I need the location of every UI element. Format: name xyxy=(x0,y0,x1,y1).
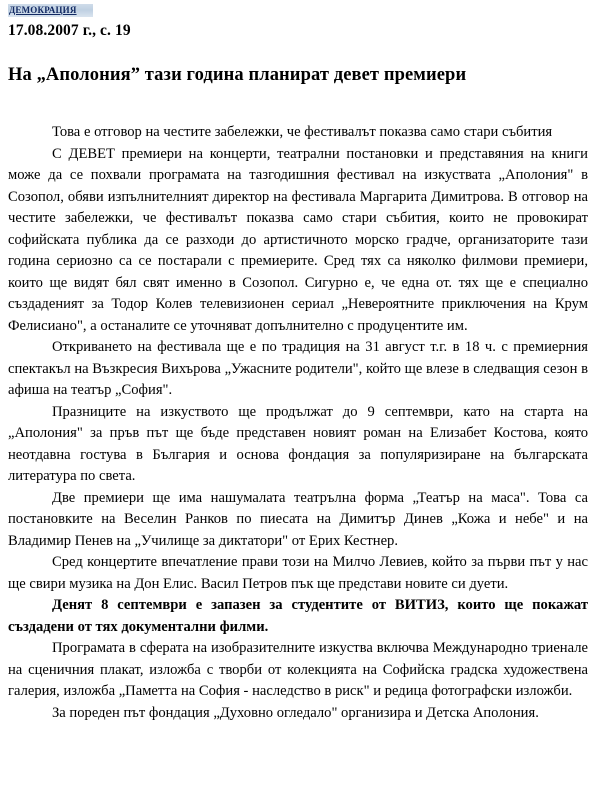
dateline: 17.08.2007 г., с. 19 xyxy=(8,22,131,39)
article-paragraph: Това е отговор на честите забележки, че фестивалът показва само стари събития xyxy=(52,124,553,140)
article-paragraph: Откриването на фестивала ще е по традиция на 31 август т.г. в 18 ч. с премиерния спектакъл на Възкресия Вихърова „Ужасните родители", който ще влезе в следващия сезон в афиша на театър „София". xyxy=(8,339,588,398)
publication-masthead-badge: ДЕМОКРАЦИЯ xyxy=(8,4,93,17)
article-paragraph-highlighted: Денят 8 септември е запазен за студентите от ВИТИЗ, които ще покажат създадени от тях документални филми. xyxy=(8,597,588,635)
article-paragraph: Две премиери ще има нашумалата театрълна форма „Театър на маса". Това са постановките на Веселин Ранков по пиесата на Димитър Динев „Кожа и небе" и на Владимир Пенев на „Училище за диктатори" от Ерих Кестнер. xyxy=(8,489,588,549)
article-headline: На „Аполония” тази година планират девет премиери xyxy=(8,65,467,85)
article-paragraph: Сред концертите впечатление прави този на Милчо Левиев, който за първи път у нас ще свири музика на Дон Елис. Васил Петров пък ще представи новите си дуети. xyxy=(8,554,588,592)
article-paragraph: Празниците на изкуството ще продължат до 9 септември, като на старта на „Аполония" за пръв път ще бъде представен новият роман на Елизабет Костова, която неотдавна гостува в България и основа фондация за популяризиране на българската литература по света. xyxy=(8,403,588,484)
article-paragraph: С ДЕВЕТ премиери на концерти, театрални постановки и представяния на книги може да се похвали програмата на тазгодишния фестивал на изкуствата „Аполония" в Созопол, обяви изпълнителният директор на фестивала Маргарита Димитрова. В отговор на честите забележки, че фестивалът показва само стари събития, които не провокират софийската публика да се разходи до артистичното морско градче, организаторите тази година сериозно са се постарали с премиерите. Сред тях са няколко филмови премиери, които ще видят бял свят именно в Созопол. Сигурно е, че една от. тях ще е специално създаденият за Тодор Колев телевизионен сериал „Невероятните приключения на Крум Фелисиано", а останалите се уточняват допълнително с продуцентите им. xyxy=(8,145,588,334)
article-body xyxy=(8,122,588,724)
article-paragraph: Програмата в сферата на изобразителните изкуства включва Международно триенале на сценичния плакат, изложба с творби от колекцията на Софийска градска художествена галерия, изложба „Паметта на София - наследство в риск" и редица фотографски изложби. xyxy=(8,640,588,699)
article-paragraph: За пореден път фондация „Духовно огледало" организира и Детска Аполония. xyxy=(52,704,539,721)
